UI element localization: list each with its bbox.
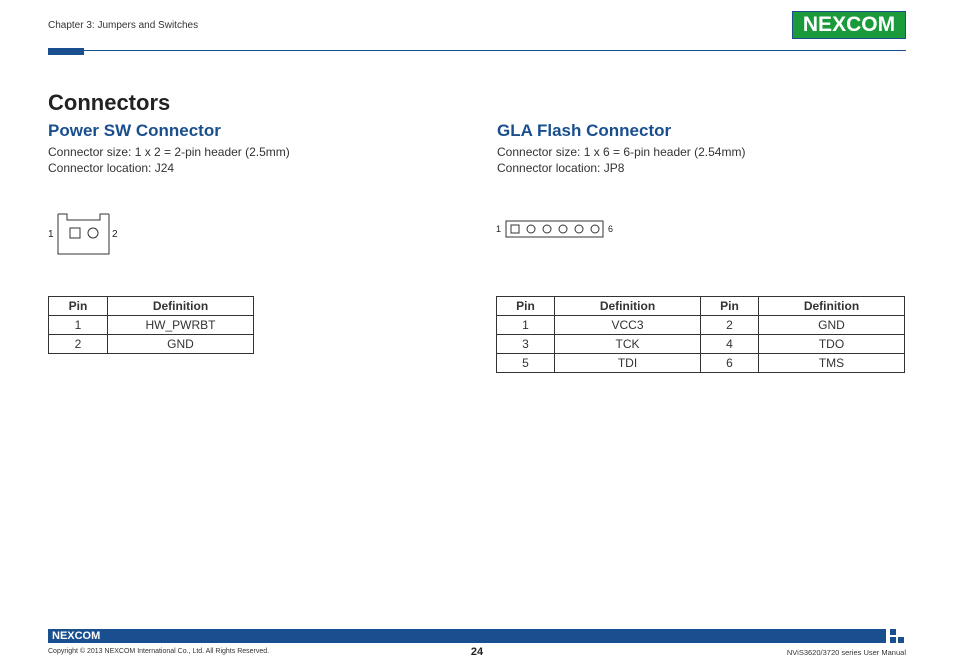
col-definition: Definition (759, 297, 905, 316)
copyright-text: Copyright © 2013 NEXCOM International Co., Ltd. All Rights Reserved. (48, 648, 270, 655)
table-row (497, 316, 905, 335)
cell: TDI (555, 354, 701, 373)
logo-part-com: COM (846, 13, 896, 36)
col-pin: Pin (701, 297, 759, 316)
logo-part-x: X (832, 13, 847, 36)
page-number: 24 (470, 646, 484, 658)
gla-flash-pin-diagram (505, 220, 605, 240)
table-row (497, 335, 905, 354)
table-row (497, 354, 905, 373)
cell: 2 (49, 335, 108, 354)
manual-title: NViS3620/3720 series User Manual (786, 648, 906, 657)
pin1-square (511, 225, 519, 233)
footer-bar (48, 629, 886, 643)
power-sw-size: Connector size: 1 x 2 = 2-pin header (2.5mm) (48, 145, 290, 159)
gla-flash-size: Connector size: 1 x 6 = 6-pin header (2.54mm) (497, 145, 746, 159)
cell: TCK (555, 335, 701, 354)
cell: 4 (701, 335, 759, 354)
cell: 3 (497, 335, 555, 354)
col-pin: Pin (497, 297, 555, 316)
table-header-row (497, 297, 905, 316)
table-header-row (49, 297, 254, 316)
cell: VCC3 (555, 316, 701, 335)
cell: GND (759, 316, 905, 335)
cell: GND (108, 335, 254, 354)
col-pin: Pin (49, 297, 108, 316)
logo-part-ne: NE (802, 13, 833, 36)
footer-square (898, 637, 904, 643)
pin-circle (559, 225, 567, 233)
pin-circle (575, 225, 583, 233)
power-sw-pin1-label: 1 (48, 229, 54, 240)
header-rule (48, 50, 906, 51)
table-row (49, 335, 254, 354)
table-row (49, 316, 254, 335)
page-title: Connectors (48, 90, 171, 115)
gla-flash-table (496, 296, 905, 373)
col-definition: Definition (555, 297, 701, 316)
header-accent-block (48, 48, 84, 55)
pin-circle (591, 225, 599, 233)
power-sw-pin-diagram (55, 210, 115, 256)
power-sw-pin2-label: 2 (112, 229, 118, 240)
cell: 1 (49, 316, 108, 335)
footer-logo: NEXCOM (52, 630, 101, 642)
cell: 1 (497, 316, 555, 335)
footer-square (890, 629, 896, 635)
power-sw-table (48, 296, 254, 354)
pin2-circle (88, 228, 98, 238)
cell: 5 (497, 354, 555, 373)
footer-square (890, 637, 896, 643)
pin1-square (70, 228, 80, 238)
cell: 6 (701, 354, 759, 373)
gla-flash-title: GLA Flash Connector (497, 121, 672, 140)
power-sw-location: Connector location: J24 (48, 161, 175, 175)
cell: TMS (759, 354, 905, 373)
nexcom-logo (792, 11, 906, 39)
power-sw-title: Power SW Connector (48, 121, 221, 140)
cell: 2 (701, 316, 759, 335)
cell: HW_PWRBT (108, 316, 254, 335)
gla-flash-pin6-label: 6 (608, 224, 614, 234)
gla-flash-pin1-label: 1 (496, 224, 502, 234)
gla-flash-location: Connector location: JP8 (497, 161, 625, 175)
pin-circle (527, 225, 535, 233)
col-definition: Definition (108, 297, 254, 316)
chapter-label: Chapter 3: Jumpers and Switches (48, 20, 199, 31)
cell: TDO (759, 335, 905, 354)
pin-circle (543, 225, 551, 233)
